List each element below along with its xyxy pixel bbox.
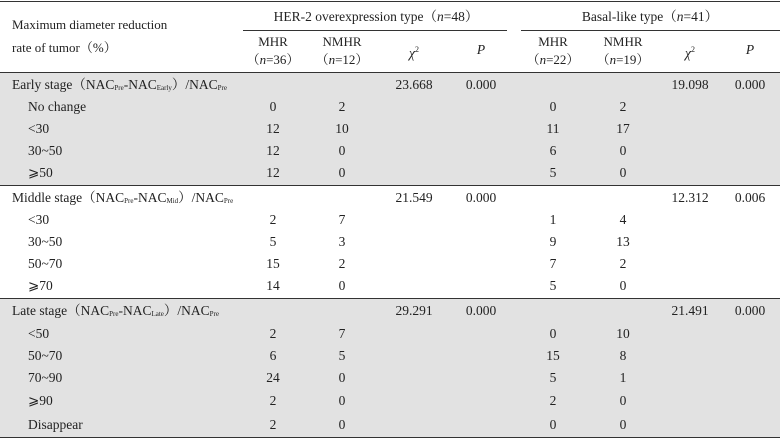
group-title-her2: HER-2 overexpression type（n=48）: [273, 9, 479, 24]
group-title-basal: Basal-like type（n=41）: [581, 9, 719, 24]
col-chi-her2: $\chi^2$: [409, 45, 419, 61]
table-cell: 5: [549, 165, 557, 180]
p-her2-middle: 0.000: [465, 190, 497, 205]
group1-rule: [243, 30, 507, 31]
table-row-label: 30~50: [28, 143, 63, 158]
table-row-label: <30: [28, 212, 50, 227]
table-cell: 5: [549, 370, 557, 385]
table-cell: 2: [269, 393, 277, 408]
table-cell: 0: [338, 165, 346, 180]
col-mhr-her2: MHR: [258, 34, 288, 49]
table-cell: 7: [338, 212, 346, 227]
table-cell: 2: [619, 99, 627, 114]
table-cell: 0: [619, 393, 627, 408]
early-bottom-rule: [0, 185, 780, 186]
table-cell: 0: [549, 326, 557, 341]
table-cell: 9: [549, 234, 557, 249]
table-row-label: Disappear: [28, 417, 83, 432]
table-cell: 0: [549, 99, 557, 114]
table-cell: 8: [619, 348, 627, 363]
chi-basal-early: 19.098: [671, 77, 709, 92]
col-mhr-her2-n: （n=36）: [246, 52, 300, 67]
table-cell: 0: [619, 165, 627, 180]
table-cell: 13: [616, 234, 630, 249]
table-row-label: No change: [28, 99, 87, 114]
table-cell: 1: [549, 212, 557, 227]
table-cell: 7: [338, 326, 346, 341]
header-bottom-rule: [0, 72, 780, 73]
table-cell: 0: [269, 99, 277, 114]
table-cell: 2: [269, 212, 277, 227]
table-cell: 5: [338, 348, 346, 363]
table-row-label: 50~70: [28, 348, 63, 363]
group2-rule: [521, 30, 780, 31]
chi-her2-late: 29.291: [395, 303, 433, 318]
table-cell: 12: [266, 121, 280, 136]
table-row-label: ⩾70: [28, 278, 53, 293]
row-header-line1: Maximum diameter reduction: [12, 17, 168, 32]
table-cell: 2: [269, 417, 277, 432]
table-cell: 15: [546, 348, 560, 363]
row-header-line2: rate of tumor（%）: [12, 40, 117, 55]
col-nmhr-her2: NMHR: [322, 34, 362, 49]
p-basal-late: 0.000: [734, 303, 766, 318]
table-cell: 1: [619, 370, 627, 385]
table-cell: 12: [266, 165, 280, 180]
table-row-label: <30: [28, 121, 50, 136]
table-row-label: <50: [28, 326, 50, 341]
table-cell: 0: [619, 143, 627, 158]
col-mhr-basal-n: （n=22）: [526, 52, 580, 67]
table-cell: 0: [619, 278, 627, 293]
col-nmhr-her2-n: （n=12）: [315, 52, 369, 67]
table-cell: 7: [549, 256, 557, 271]
table-cell: 0: [338, 278, 346, 293]
chi-basal-late: 21.491: [671, 303, 709, 318]
col-p-her2: P: [476, 42, 486, 57]
table-cell: 24: [266, 370, 280, 385]
table-cell: 6: [269, 348, 277, 363]
stage-label-early: Early $stage(NAC_{Pre}-NAC_{Early})/NAC_{Pre}$: [12, 77, 227, 92]
table-cell: 15: [266, 256, 280, 271]
table-row-label: ⩾50: [28, 165, 53, 180]
table-row-label: 70~90: [28, 370, 63, 385]
table-cell: 10: [616, 326, 630, 341]
middle-bottom-rule: [0, 298, 780, 299]
table-cell: 10: [335, 121, 349, 136]
col-p-basal: P: [745, 42, 755, 57]
p-her2-early: 0.000: [465, 77, 497, 92]
table-row-label: ⩾90: [28, 393, 53, 408]
chi-basal-middle: 12.312: [671, 190, 709, 205]
table-cell: 6: [549, 143, 557, 158]
table-cell: 5: [549, 278, 557, 293]
table-cell: 0: [338, 370, 346, 385]
table-cell: 2: [338, 99, 346, 114]
table-cell: 14: [266, 278, 280, 293]
table-cell: 12: [266, 143, 280, 158]
table-cell: 0: [338, 393, 346, 408]
top-rule: [0, 1, 780, 2]
table-cell: 3: [338, 234, 346, 249]
table-cell: 17: [616, 121, 630, 136]
p-her2-late: 0.000: [465, 303, 497, 318]
chi-her2-middle: 21.549: [395, 190, 433, 205]
table-cell: 11: [546, 121, 560, 136]
table-cell: 2: [549, 393, 557, 408]
table-cell: 5: [269, 234, 277, 249]
table-row-label: 30~50: [28, 234, 63, 249]
table-cell: 2: [269, 326, 277, 341]
p-basal-early: 0.000: [734, 77, 766, 92]
p-basal-middle: 0.006: [734, 190, 766, 205]
table-cell: 0: [549, 417, 557, 432]
col-nmhr-basal: NMHR: [603, 34, 643, 49]
table-cell: 0: [619, 417, 627, 432]
table-cell: 0: [338, 417, 346, 432]
table-cell: 2: [619, 256, 627, 271]
stage-label-middle: Middle $stage(NAC_{Pre}-NAC_{Mid})/NAC_{Pre}$: [12, 190, 234, 205]
table-cell: 4: [619, 212, 627, 227]
bottom-rule: [0, 437, 780, 438]
table-cell: 2: [338, 256, 346, 271]
col-nmhr-basal-n: （n=19）: [596, 52, 650, 67]
table-cell: 0: [338, 143, 346, 158]
col-chi-basal: $\chi^2$: [685, 45, 695, 61]
table-row-label: 50~70: [28, 256, 63, 271]
col-mhr-basal: MHR: [538, 34, 568, 49]
chi-her2-early: 23.668: [395, 77, 433, 92]
stage-label-late: Late $stage(NAC_{Pre}-NAC_{Late})/NAC_{Pre}$: [12, 303, 219, 318]
